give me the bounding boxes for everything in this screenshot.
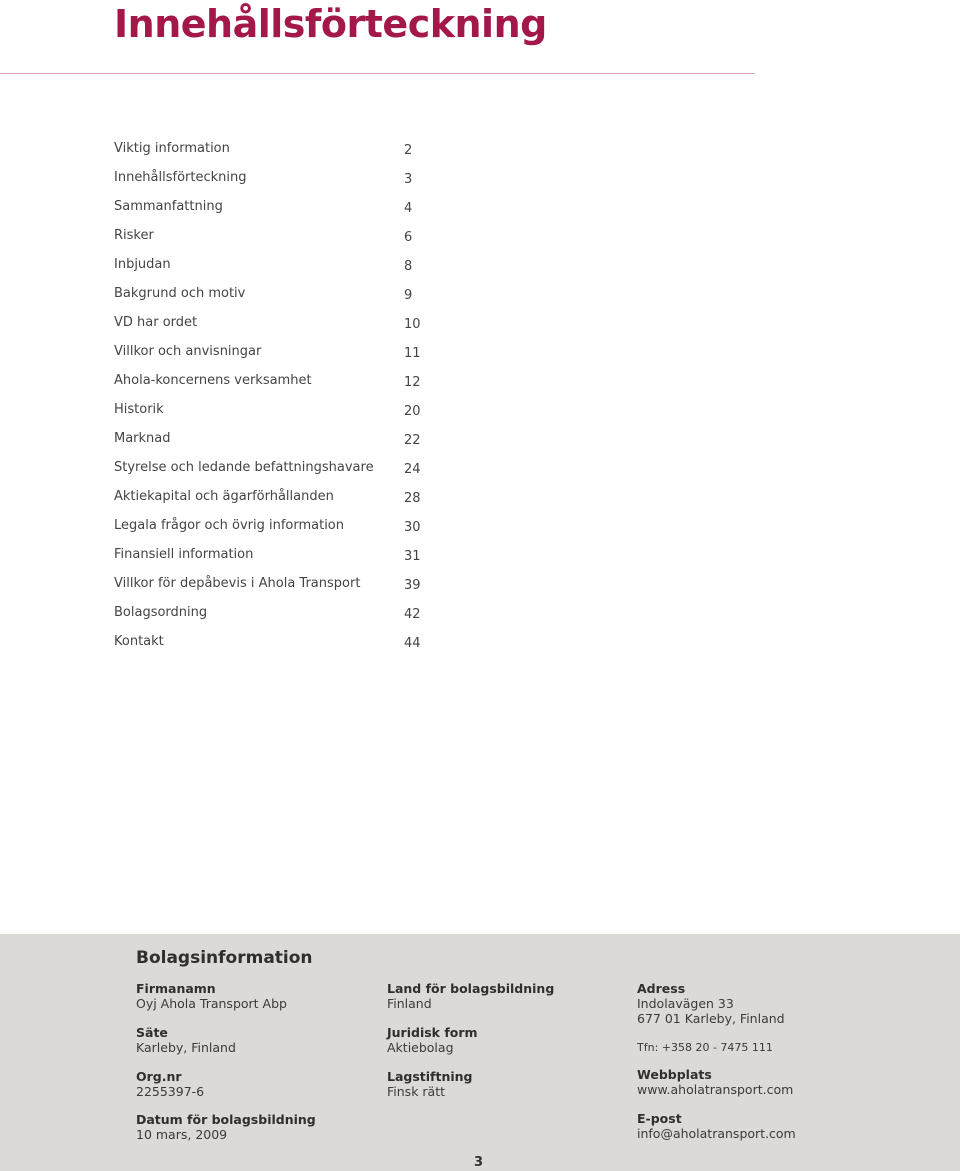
seat-field: [136, 1025, 236, 1055]
company-info-panel: [0, 934, 960, 1171]
toc-entry-page: 24: [404, 462, 421, 477]
toc-entry-label: Finansiell information: [114, 547, 254, 562]
toc-entry-page: 20: [404, 404, 421, 419]
incorporation-date-value: 10 mars, 2009: [136, 1127, 228, 1142]
title-divider: [0, 73, 755, 74]
seat-label: Säte: [136, 1025, 168, 1040]
legal-form-label: Juridisk form: [387, 1025, 478, 1040]
email-field: [637, 1111, 796, 1141]
toc-entry-label: Legala frågor och övrig information: [114, 518, 345, 533]
legislation-label: Lagstiftning: [387, 1069, 473, 1084]
toc-entry-label: Inbjudan: [114, 257, 171, 272]
toc-entry-label: VD har ordet: [114, 315, 198, 330]
toc-entry: [114, 569, 454, 598]
toc-entry-label: Kontakt: [114, 634, 164, 649]
table-of-contents: [114, 134, 454, 656]
seat-value: Karleby, Finland: [136, 1040, 236, 1055]
toc-entry-label: Aktiekapital och ägarförhållanden: [114, 489, 334, 504]
toc-entry-label: Innehållsförteckning: [114, 170, 247, 185]
toc-entry-page: 8: [404, 259, 413, 274]
incorporation-country-label: Land för bolagsbildning: [387, 981, 555, 996]
toc-entry: [114, 163, 454, 192]
toc-entry-page: 10: [404, 317, 421, 332]
email-label: E-post: [637, 1111, 682, 1126]
toc-entry: [114, 482, 454, 511]
toc-entry: [114, 453, 454, 482]
toc-entry-page: 39: [404, 578, 421, 593]
toc-entry-page: 42: [404, 607, 421, 622]
toc-entry: [114, 511, 454, 540]
address-line-2: 677 01 Karleby, Finland: [637, 1011, 785, 1026]
incorporation-date-label: Datum för bolagsbildning: [136, 1112, 316, 1127]
toc-entry-label: Bakgrund och motiv: [114, 286, 246, 301]
legal-form-field: [387, 1025, 478, 1055]
page-title: Innehållsförteckning: [114, 2, 547, 46]
toc-entry: [114, 395, 454, 424]
legal-form-value: Aktiebolag: [387, 1040, 454, 1055]
toc-entry-page: 9: [404, 288, 413, 303]
toc-entry-label: Historik: [114, 402, 164, 417]
email-link[interactable]: info@aholatransport.com: [637, 1126, 796, 1141]
toc-entry-page: 44: [404, 636, 421, 651]
toc-entry: [114, 366, 454, 395]
toc-entry: [114, 250, 454, 279]
toc-entry-label: Sammanfattning: [114, 199, 223, 214]
incorporation-country-value: Finland: [387, 996, 432, 1011]
toc-entry-label: Villkor för depåbevis i Ahola Transport: [114, 576, 361, 591]
toc-entry: [114, 337, 454, 366]
toc-entry-label: Styrelse och ledande befattningshavare: [114, 460, 374, 475]
legislation-field: [387, 1069, 473, 1099]
phone-number: Tfn: +358 20 - 7475 111: [637, 1041, 773, 1054]
toc-entry-page: 31: [404, 549, 421, 564]
toc-entry: [114, 308, 454, 337]
toc-entry-page: 28: [404, 491, 421, 506]
website-link[interactable]: www.aholatransport.com: [637, 1082, 794, 1097]
toc-entry-page: 3: [404, 172, 413, 187]
toc-entry-page: 11: [404, 346, 421, 361]
org-number-value: 2255397-6: [136, 1084, 205, 1099]
address-field: [637, 981, 785, 1026]
toc-entry: [114, 627, 454, 656]
toc-entry: [114, 424, 454, 453]
website-field: [637, 1067, 793, 1097]
org-number-label: Org.nr: [136, 1069, 182, 1084]
toc-entry-page: 4: [404, 201, 413, 216]
toc-entry-label: Bolagsordning: [114, 605, 208, 620]
toc-entry: [114, 598, 454, 627]
company-info-heading: Bolagsinformation: [136, 948, 313, 968]
toc-entry: [114, 192, 454, 221]
legislation-value: Finsk rätt: [387, 1084, 446, 1099]
incorporation-country-field: [387, 981, 554, 1011]
toc-entry-page: 12: [404, 375, 421, 390]
address-label: Adress: [637, 981, 686, 996]
toc-entry-page: 2: [404, 143, 413, 158]
address-line-1: Indolavägen 33: [637, 996, 734, 1011]
toc-entry-label: Viktig information: [114, 141, 230, 156]
toc-entry-label: Villkor och anvisningar: [114, 344, 262, 359]
toc-entry-label: Risker: [114, 228, 154, 243]
toc-entry: [114, 540, 454, 569]
website-label: Webbplats: [637, 1067, 712, 1082]
incorporation-date-field: [136, 1112, 316, 1142]
toc-entry-label: Marknad: [114, 431, 171, 446]
toc-entry: [114, 221, 454, 250]
company-name-field: [136, 981, 287, 1011]
toc-entry: [114, 134, 454, 163]
toc-entry-page: 30: [404, 520, 421, 535]
page-number: 3: [474, 1155, 484, 1170]
org-number-field: [136, 1069, 204, 1099]
toc-entry-page: 6: [404, 230, 413, 245]
toc-entry: [114, 279, 454, 308]
toc-entry-label: Ahola-koncernens verksamhet: [114, 373, 312, 388]
company-name-label: Firmanamn: [136, 981, 216, 996]
toc-entry-page: 22: [404, 433, 421, 448]
company-name-value: Oyj Ahola Transport Abp: [136, 996, 287, 1011]
